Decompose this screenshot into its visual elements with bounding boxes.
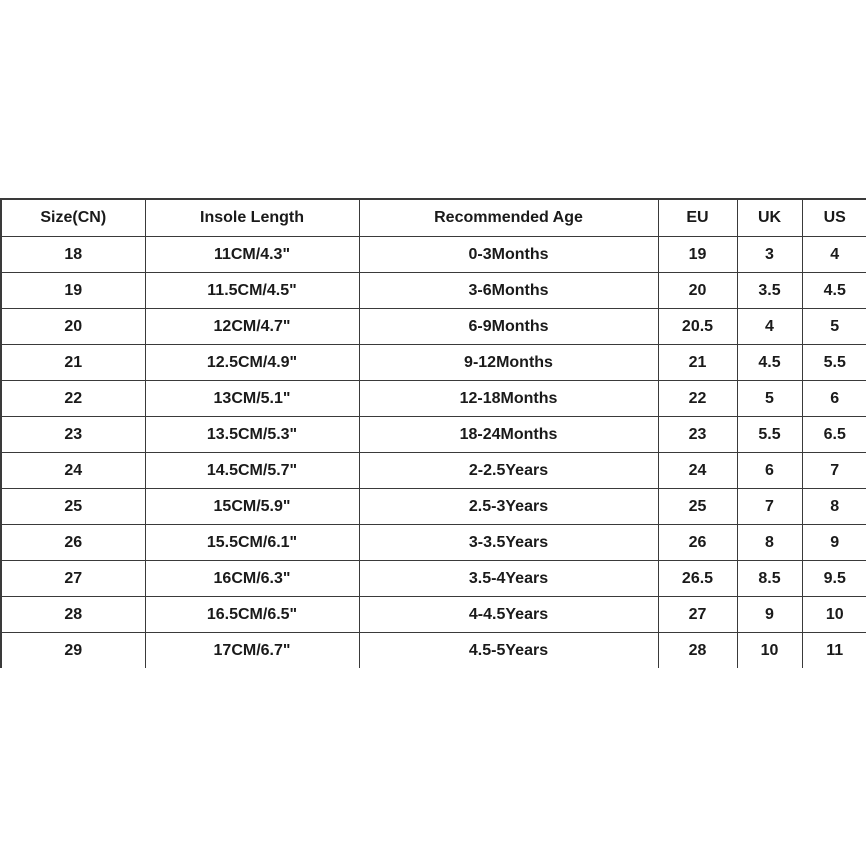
cell-recommended-age: 2.5-3Years	[359, 489, 658, 525]
cell-us: 7	[802, 453, 866, 489]
cell-eu: 19	[658, 237, 737, 273]
cell-us: 6	[802, 381, 866, 417]
cell-size-cn: 25	[1, 489, 145, 525]
cell-recommended-age: 4.5-5Years	[359, 633, 658, 669]
cell-uk: 5.5	[737, 417, 802, 453]
cell-insole-length: 16.5CM/6.5"	[145, 597, 359, 633]
cell-insole-length: 14.5CM/5.7"	[145, 453, 359, 489]
header-insole-length: Insole Length	[145, 199, 359, 237]
cell-size-cn: 22	[1, 381, 145, 417]
cell-uk: 4	[737, 309, 802, 345]
cell-size-cn: 19	[1, 273, 145, 309]
table-row	[1, 237, 866, 273]
size-chart-table	[0, 198, 866, 668]
cell-us: 6.5	[802, 417, 866, 453]
cell-recommended-age: 2-2.5Years	[359, 453, 658, 489]
cell-eu: 21	[658, 345, 737, 381]
cell-size-cn: 29	[1, 633, 145, 669]
table-row	[1, 345, 866, 381]
header-recommended-age: Recommended Age	[359, 199, 658, 237]
cell-uk: 8	[737, 525, 802, 561]
cell-insole-length: 15.5CM/6.1"	[145, 525, 359, 561]
table-row	[1, 489, 866, 525]
header-row	[1, 199, 866, 237]
table-row	[1, 381, 866, 417]
cell-size-cn: 26	[1, 525, 145, 561]
table-row	[1, 309, 866, 345]
cell-insole-length: 11.5CM/4.5"	[145, 273, 359, 309]
cell-eu: 25	[658, 489, 737, 525]
cell-eu: 22	[658, 381, 737, 417]
header-uk: UK	[737, 199, 802, 237]
table-row	[1, 633, 866, 669]
cell-recommended-age: 3-3.5Years	[359, 525, 658, 561]
cell-size-cn: 23	[1, 417, 145, 453]
cell-uk: 3	[737, 237, 802, 273]
cell-us: 5	[802, 309, 866, 345]
cell-us: 9.5	[802, 561, 866, 597]
header-us: US	[802, 199, 866, 237]
cell-insole-length: 13.5CM/5.3"	[145, 417, 359, 453]
cell-uk: 4.5	[737, 345, 802, 381]
table-row	[1, 525, 866, 561]
cell-insole-length: 16CM/6.3"	[145, 561, 359, 597]
cell-recommended-age: 9-12Months	[359, 345, 658, 381]
table-row	[1, 453, 866, 489]
cell-uk: 5	[737, 381, 802, 417]
cell-eu: 28	[658, 633, 737, 669]
cell-insole-length: 11CM/4.3"	[145, 237, 359, 273]
table-row	[1, 561, 866, 597]
cell-size-cn: 24	[1, 453, 145, 489]
cell-size-cn: 27	[1, 561, 145, 597]
cell-eu: 26	[658, 525, 737, 561]
cell-insole-length: 12CM/4.7"	[145, 309, 359, 345]
cell-us: 10	[802, 597, 866, 633]
cell-eu: 26.5	[658, 561, 737, 597]
cell-recommended-age: 4-4.5Years	[359, 597, 658, 633]
cell-eu: 20.5	[658, 309, 737, 345]
cell-recommended-age: 3-6Months	[359, 273, 658, 309]
header-eu: EU	[658, 199, 737, 237]
cell-insole-length: 17CM/6.7"	[145, 633, 359, 669]
cell-us: 11	[802, 633, 866, 669]
cell-insole-length: 15CM/5.9"	[145, 489, 359, 525]
cell-uk: 7	[737, 489, 802, 525]
cell-eu: 27	[658, 597, 737, 633]
cell-uk: 6	[737, 453, 802, 489]
table-row	[1, 597, 866, 633]
cell-eu: 20	[658, 273, 737, 309]
cell-recommended-age: 3.5-4Years	[359, 561, 658, 597]
cell-size-cn: 28	[1, 597, 145, 633]
cell-uk: 8.5	[737, 561, 802, 597]
cell-uk: 3.5	[737, 273, 802, 309]
cell-recommended-age: 12-18Months	[359, 381, 658, 417]
cell-uk: 9	[737, 597, 802, 633]
cell-us: 8	[802, 489, 866, 525]
cell-us: 9	[802, 525, 866, 561]
cell-recommended-age: 18-24Months	[359, 417, 658, 453]
header-size-cn: Size(CN)	[1, 199, 145, 237]
table-row	[1, 417, 866, 453]
cell-uk: 10	[737, 633, 802, 669]
cell-us: 4.5	[802, 273, 866, 309]
cell-recommended-age: 0-3Months	[359, 237, 658, 273]
cell-recommended-age: 6-9Months	[359, 309, 658, 345]
cell-us: 5.5	[802, 345, 866, 381]
cell-insole-length: 13CM/5.1"	[145, 381, 359, 417]
cell-eu: 24	[658, 453, 737, 489]
cell-eu: 23	[658, 417, 737, 453]
table-row	[1, 273, 866, 309]
cell-insole-length: 12.5CM/4.9"	[145, 345, 359, 381]
cell-size-cn: 21	[1, 345, 145, 381]
cell-size-cn: 20	[1, 309, 145, 345]
cell-us: 4	[802, 237, 866, 273]
cell-size-cn: 18	[1, 237, 145, 273]
